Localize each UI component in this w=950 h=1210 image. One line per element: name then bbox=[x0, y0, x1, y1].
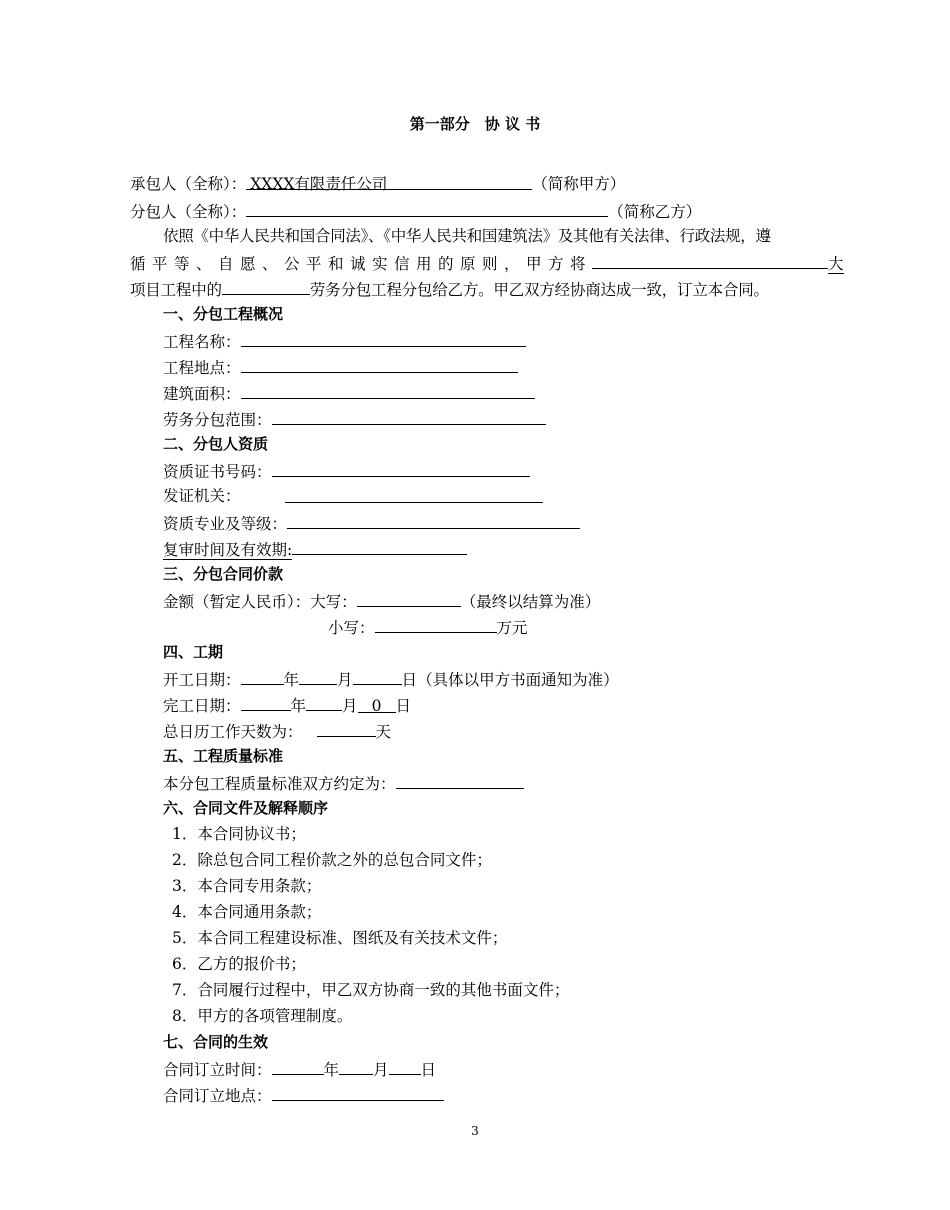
intro-line-2 bbox=[130, 252, 844, 274]
end-day-unit: 日 bbox=[395, 697, 412, 715]
amount-label: 金额（暂定人民币）：大写： bbox=[163, 593, 357, 611]
end-date-line bbox=[163, 694, 411, 716]
list-item: 2．除总包合同工程价款之外的总包合同文件； bbox=[172, 851, 492, 869]
section-3-heading: 三、分包合同价款 bbox=[163, 565, 284, 583]
sign-year-unit: 年 bbox=[323, 1061, 340, 1079]
end-year-unit: 年 bbox=[290, 697, 307, 715]
list-item: 5．本合同工程建设标准、图纸及有关技术文件； bbox=[172, 929, 508, 947]
issuer-field bbox=[285, 486, 543, 503]
scope-line bbox=[163, 408, 546, 430]
contractor-value: XXXX有限责任公司 bbox=[250, 175, 388, 193]
building-area-field bbox=[241, 382, 535, 399]
review-line bbox=[163, 538, 467, 560]
scope-label: 劳务分包范围： bbox=[163, 411, 272, 429]
section-4-heading: 四、工期 bbox=[163, 643, 224, 661]
start-month-field bbox=[299, 668, 337, 685]
amount-figures-label: 小写： bbox=[328, 619, 375, 637]
review-label: 复审时间及有效期: bbox=[163, 541, 293, 559]
amount-note: （最终以结算为准） bbox=[460, 593, 601, 611]
intro-line-3-text-b: 劳务分包工程分包给乙方。甲乙双方经协商达成一致，订立本合同。 bbox=[309, 281, 769, 299]
sign-time-line bbox=[163, 1058, 436, 1080]
project-name-line bbox=[163, 330, 526, 352]
amount-figures-field bbox=[375, 616, 497, 633]
contractor-line bbox=[130, 174, 625, 194]
subcontractor-suffix: （简称乙方） bbox=[608, 203, 702, 221]
project-name-field bbox=[241, 330, 526, 347]
project-location-line bbox=[163, 356, 518, 378]
intro-line-1: 依照《中华人民共和国合同法》、《中华人民共和国建筑法》及其他有关法律、行政法规，遵 bbox=[163, 227, 771, 245]
amount-words-field bbox=[357, 590, 461, 607]
sign-month-field bbox=[339, 1058, 373, 1075]
building-area-line bbox=[163, 382, 535, 404]
grade-label: 资质专业及等级： bbox=[163, 515, 288, 533]
scope-field bbox=[272, 408, 546, 425]
start-year-field bbox=[241, 668, 284, 685]
section-6-heading: 六、合同文件及解释顺序 bbox=[163, 799, 329, 817]
subcontractor-label: 分包人（全称）： bbox=[130, 203, 247, 221]
issuer-field-wrap bbox=[285, 486, 543, 508]
total-days-field bbox=[317, 720, 376, 737]
start-date-label: 开工日期： bbox=[163, 671, 241, 689]
grade-line bbox=[163, 512, 580, 534]
amount-figures-line bbox=[328, 616, 528, 638]
quality-field bbox=[396, 772, 524, 789]
contractor-label: 承包人（全称）： bbox=[130, 175, 247, 193]
list-item: 7．合同履行过程中，甲乙双方协商一致的其他书面文件； bbox=[172, 981, 570, 999]
end-day-value: 0 bbox=[371, 697, 382, 715]
end-date-label: 完工日期： bbox=[163, 697, 241, 715]
project-location-field bbox=[241, 356, 518, 373]
sign-month-unit: 月 bbox=[373, 1061, 389, 1079]
sign-day-field bbox=[389, 1058, 421, 1075]
cert-no-field bbox=[272, 460, 530, 477]
end-day-field bbox=[358, 696, 396, 713]
end-month-field bbox=[306, 694, 342, 711]
list-item: 1．本合同协议书； bbox=[172, 825, 306, 843]
section-2-heading: 二、分包人资质 bbox=[163, 435, 269, 453]
sign-time-label: 合同订立时间： bbox=[163, 1061, 272, 1079]
intro-line-2-text: 循平等、自愿、公平和诚实信用的原则，甲方将 bbox=[130, 255, 593, 273]
start-year-unit: 年 bbox=[283, 671, 300, 689]
assignment-field bbox=[592, 252, 828, 269]
intro-line-3 bbox=[130, 278, 769, 300]
page-title: 第一部分 协 议 书 bbox=[409, 115, 541, 133]
sign-year-field bbox=[272, 1058, 324, 1075]
total-days-unit: 天 bbox=[375, 723, 392, 741]
cert-no-line bbox=[163, 460, 530, 482]
start-date-line bbox=[163, 668, 619, 690]
project-field bbox=[222, 278, 310, 295]
section-5-heading: 五、工程质量标准 bbox=[163, 747, 284, 765]
list-item: 4．本合同通用条款； bbox=[172, 903, 322, 921]
sign-place-line bbox=[163, 1084, 444, 1106]
intro-line-3-text-a: 项目工程中的 bbox=[130, 281, 222, 299]
review-field bbox=[292, 538, 467, 555]
project-location-label: 工程地点： bbox=[163, 359, 241, 377]
total-days-label: 总日历工作天数为： bbox=[163, 723, 303, 741]
project-name-label: 工程名称： bbox=[163, 333, 241, 351]
end-year-field bbox=[241, 694, 291, 711]
end-month-unit: 月 bbox=[342, 697, 358, 715]
sign-place-field bbox=[272, 1084, 444, 1101]
subcontractor-line bbox=[130, 200, 701, 222]
start-month-unit: 月 bbox=[337, 671, 353, 689]
contractor-suffix: （简称甲方） bbox=[532, 175, 626, 193]
contractor-field bbox=[246, 174, 532, 193]
start-day-field bbox=[353, 668, 402, 685]
issuer-label: 发证机关： bbox=[163, 487, 241, 505]
amount-unit: 万元 bbox=[496, 619, 528, 637]
section-1-heading: 一、分包工程概况 bbox=[163, 305, 284, 323]
list-item: 6．乙方的报价书； bbox=[172, 955, 306, 973]
section-7-heading: 七、合同的生效 bbox=[163, 1033, 269, 1051]
list-item: 8．甲方的各项管理制度。 bbox=[172, 1007, 353, 1025]
page-number: 3 bbox=[471, 1124, 479, 1138]
cert-no-label: 资质证书号码： bbox=[163, 463, 272, 481]
intro-line-2-end: 大 bbox=[828, 255, 844, 273]
subcontractor-field bbox=[246, 200, 608, 217]
quality-label: 本分包工程质量标准双方约定为： bbox=[163, 775, 396, 793]
start-date-note: （具体以甲方书面通知为准） bbox=[417, 671, 619, 689]
quality-line bbox=[163, 772, 524, 794]
grade-field bbox=[287, 512, 580, 529]
sign-day-unit: 日 bbox=[420, 1061, 437, 1079]
sign-place-label: 合同订立地点： bbox=[163, 1087, 272, 1105]
amount-line bbox=[163, 590, 600, 612]
issuer-line bbox=[163, 486, 241, 506]
building-area-label: 建筑面积： bbox=[163, 385, 241, 403]
total-days-line bbox=[163, 720, 391, 742]
list-item: 3．本合同专用条款； bbox=[172, 877, 322, 895]
start-day-unit: 日 bbox=[401, 671, 418, 689]
